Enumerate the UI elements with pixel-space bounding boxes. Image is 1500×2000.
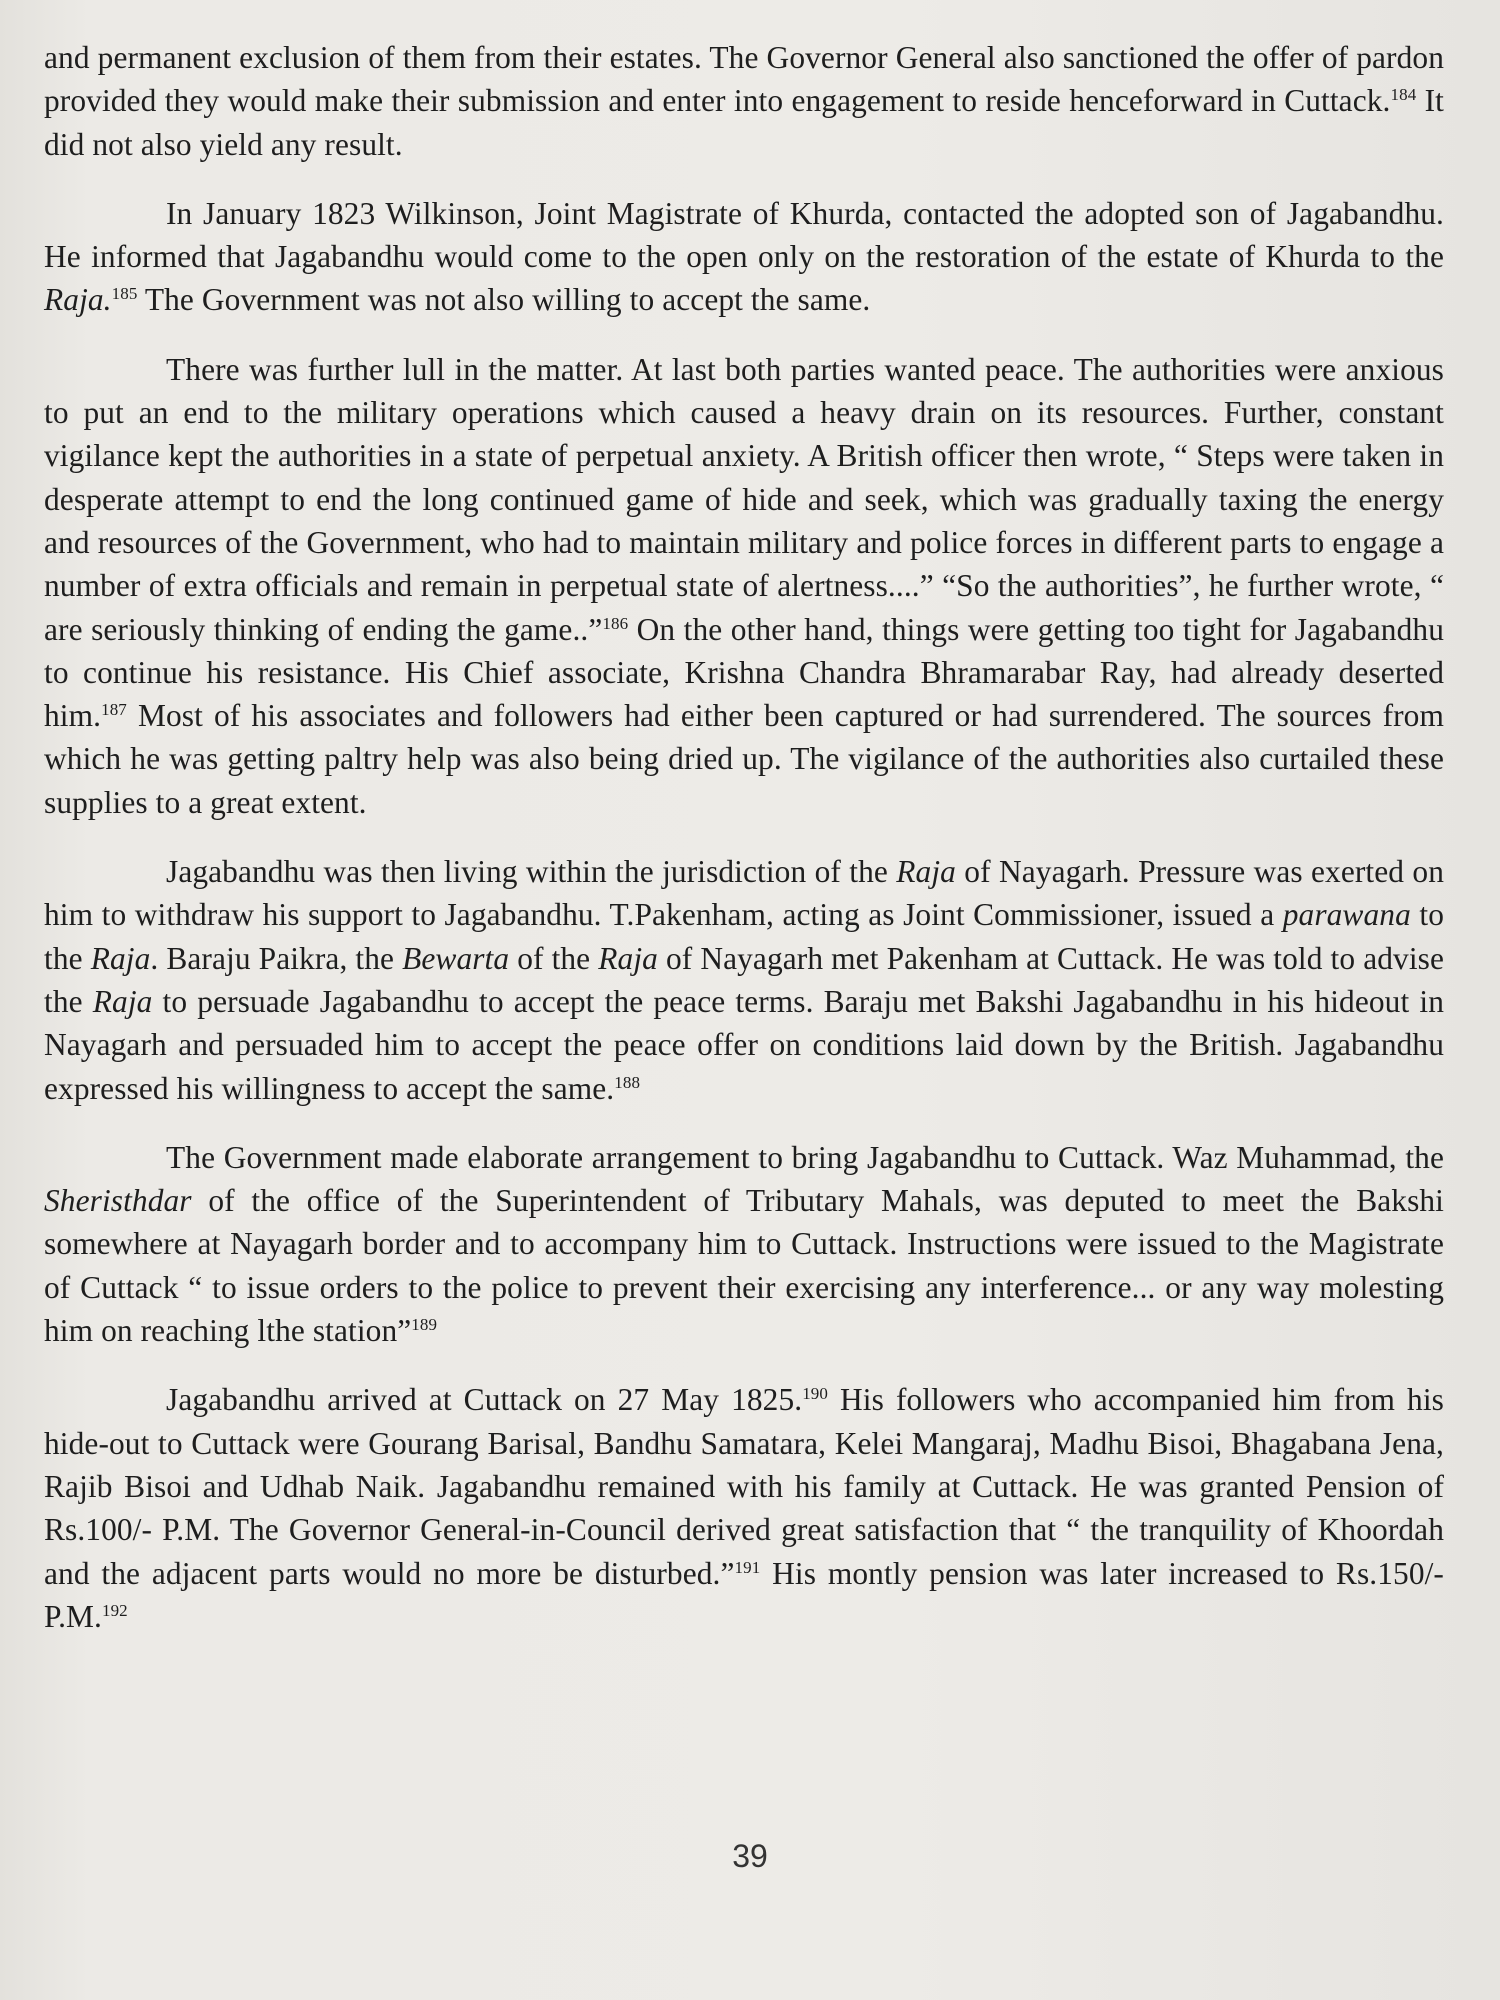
- text-run: It did not also yield any result.: [44, 83, 1445, 162]
- footnote-ref: 192: [101, 1600, 128, 1620]
- text-run: There was further lull in the matter. At last both parties wanted peace. The authorities were anxious to put an end to the military operations which caused a heavy drain on its resources. Further, constant vigilance kept the authorities in a state of perpetual anxiety. A British officer then wrote, “ Steps were taken in desperate attempt to end the long continued game of hide and seek, which was gradually taxing the energy and resources of the Government, who had to maintain military and police forces in different parts to engage a number of extra officials and remain in perpetual state of alertness....” “So the authorities”, he further wrote, “ are seriously thinking of ending the game..”: [44, 351, 1444, 647]
- text-run: of Nayagarh. Pressure was exerted on him to withdraw his support to Jagabandhu. T.Pakenham, acting as Joint Commissioner, issued a: [44, 854, 1445, 933]
- italic-term: Raja: [90, 940, 151, 976]
- text-run: and permanent exclusion of them from their estates. The Governor General also sanctioned the offer of pardon provided they would make their submission and enter into engagement to reside henceforward in Cuttack.: [44, 40, 1444, 119]
- italic-term: Raja: [598, 940, 658, 976]
- italic-term: Raja: [92, 983, 153, 1019]
- footnote-ref: 190: [802, 1384, 829, 1404]
- footnote-ref: 184: [1390, 85, 1417, 105]
- text-run: His montly pension was later increased to Rs.150/- P.M.: [44, 1555, 1444, 1634]
- italic-term: Raja.: [44, 282, 112, 318]
- text-run: of the: [509, 940, 599, 976]
- text-run: On the other hand, things were getting too tight for Jagabandhu to continue his resistance. His Chief associate, Krishna Chandra Bhramarabar Ray, had already deserted him.: [44, 611, 1444, 734]
- text-run: In January 1823 Wilkinson, Joint Magistrate of Khurda, contacted the adopted son of Jagabandhu. He informed that Jagabandhu would come to the open only on the restoration of the estate of Khurda to the: [44, 195, 1444, 275]
- footnote-ref: 189: [411, 1315, 438, 1335]
- paragraph-4: [44, 850, 1444, 1110]
- footnote-ref: 187: [101, 700, 127, 720]
- paragraph-5: [44, 1136, 1444, 1352]
- paragraph-6: [44, 1378, 1444, 1638]
- text-run: His followers who accompanied him from his hide-out to Cuttack were Gourang Barisal, Bandhu Samatara, Kelei Mangaraj, Madhu Bisoi, Bhagabana Jena, Rajib Bisoi and Udhab Naik. Jagabandhu remained with his family at Cuttack. He was granted Pension of Rs.100/- P.M. The Governor General-in-Council derived great satisfaction that “ the tranquility of Khoordah and the adjacent parts would no more be disturbed.”: [44, 1382, 1444, 1591]
- footnote-ref: 185: [111, 284, 138, 304]
- footnote-ref: 188: [614, 1072, 641, 1092]
- text-run: to persuade Jagabandhu to accept the peace terms. Baraju met Bakshi Jagabandhu in his hideout in Nayagarh and persuaded him to accept the peace offer on conditions laid down by the British. Jagabandhu expressed his willingness to accept the same.: [44, 983, 1445, 1106]
- text-run: . Baraju Paikra, the: [150, 940, 403, 976]
- text-body: [44, 36, 1444, 1638]
- italic-term: Sheristhdar: [44, 1183, 192, 1219]
- text-run: Jagabandhu was then living within the jurisdiction of the: [166, 854, 897, 890]
- text-run: to the: [44, 897, 1444, 976]
- italic-term: parawana: [1282, 897, 1411, 933]
- footnote-ref: 186: [602, 613, 629, 633]
- text-run: The Government was not also willing to accept the same.: [137, 282, 871, 318]
- italic-term: Raja: [896, 854, 956, 890]
- text-run: Most of his associates and followers had either been captured or had surrendered. The sources from which he was getting paltry help was also being dried up. The vigilance of the authorities also curtailed these supplies to a great extent.: [44, 698, 1444, 820]
- paragraph-2: [44, 192, 1444, 322]
- page-number: 39: [732, 1838, 768, 1874]
- text-run: of Nayagarh met Pakenham at Cuttack. He was told to advise the: [44, 940, 1444, 1019]
- text-run: of the office of the Superintendent of Tributary Mahals, was deputed to meet the Bakshi somewhere at Nayagarh border and to accompany him to Cuttack. Instructions were issued to the Magistrate of Cuttack “ to issue orders to the police to prevent their exercising any interference... or any way molesting him on reaching lthe station”: [44, 1183, 1444, 1349]
- italic-term: Bewarta: [402, 940, 510, 976]
- paragraph-1: [44, 36, 1444, 166]
- text-run: The Government made elaborate arrangement to bring Jagabandhu to Cuttack. Waz Muhammad, the: [166, 1139, 1444, 1175]
- footnote-ref: 191: [734, 1557, 761, 1577]
- paragraph-3: [44, 348, 1444, 824]
- text-run: Jagabandhu arrived at Cuttack on 27 May 1825.: [166, 1382, 803, 1418]
